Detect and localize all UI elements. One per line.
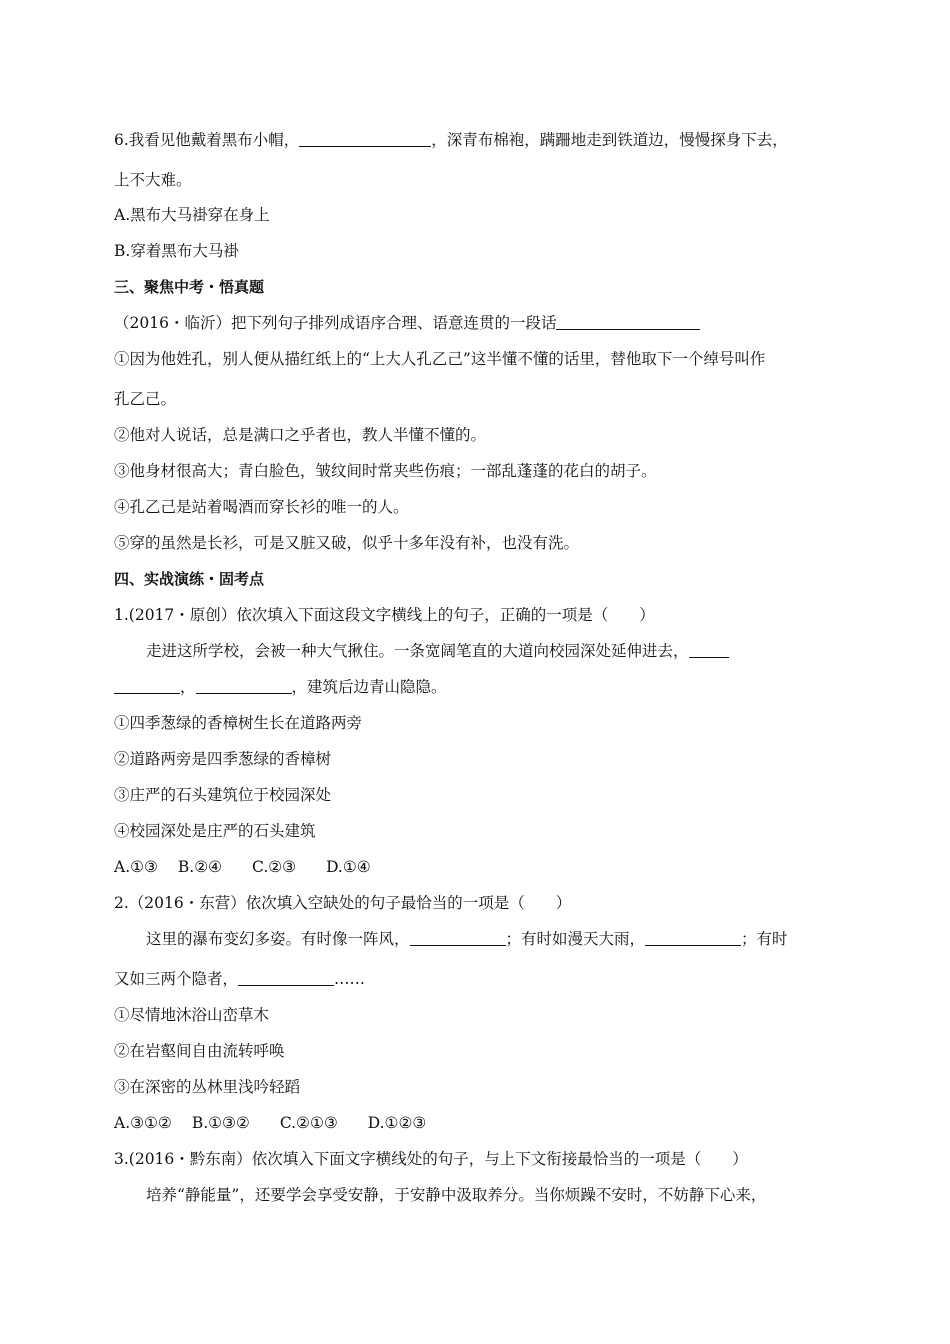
q2-passage-1a: 这里的瀑布变幻多姿。有时像一阵风， — [146, 930, 410, 948]
section-4-heading: 四、实战演练・固考点 — [114, 570, 265, 588]
q2-choices — [114, 1113, 426, 1133]
q6-text-b: ，深青布棉袍，蹒跚地走到铁道边，慢慢探身下去， — [431, 131, 788, 149]
q1-choices — [114, 857, 371, 877]
q1-option-2: ②道路两旁是四季葱绿的香樟树 — [114, 750, 332, 768]
q6-line-2: 上不大难。 — [114, 171, 192, 189]
section-3-sentence-4: ④孔乙己是站着喝酒而穿长衫的唯一的人。 — [114, 498, 409, 516]
q6-option-b: B.穿着黑布大马褂 — [114, 242, 239, 260]
q2-passage-2a: 又如三两个隐者， — [114, 970, 239, 988]
q6-line-1 — [114, 130, 788, 150]
q1-passage-1 — [146, 641, 729, 661]
q2-blank-3[interactable] — [238, 971, 334, 986]
q1-choice-d[interactable]: D.①④ — [326, 858, 371, 876]
q1-passage-2-text: ，建筑后边青山隐隐。 — [291, 678, 447, 696]
q2-choice-a[interactable]: A.③①② — [114, 1114, 172, 1132]
q2-passage-1c: ；有时 — [741, 930, 788, 948]
section-3-sentence-5: ⑤穿的虽然是长衫，可是又脏又破，似乎十多年没有补，也没有洗。 — [114, 534, 580, 552]
q2-choice-c[interactable]: C.②①③ — [279, 1114, 338, 1132]
section-3-answer-blank[interactable] — [556, 315, 700, 330]
q3-stem: 3.(2016・黔东南）依次填入下面文字横线处的句子，与上下文衔接最恰当的一项是（ ） — [114, 1150, 748, 1168]
section-3-sentence-1b: 孔乙己。 — [114, 390, 177, 408]
q2-option-1: ①尽情地沐浴山峦草木 — [114, 1006, 270, 1024]
q1-separator: ， — [180, 678, 196, 696]
q1-choice-a[interactable]: A.①③ — [114, 858, 158, 876]
q1-option-3: ③庄严的石头建筑位于校园深处 — [114, 786, 332, 804]
q1-choice-c[interactable]: C.②③ — [252, 858, 297, 876]
q2-ellipsis: …… — [334, 970, 366, 988]
q1-option-4: ④校园深处是庄严的石头建筑 — [114, 822, 316, 840]
section-3-prompt — [114, 313, 700, 333]
q6-text-a: 6.我看见他戴着黑布小帽， — [114, 131, 300, 149]
q1-blank-1-end[interactable] — [114, 679, 180, 694]
q2-stem: 2.（2016・东营）依次填入空缺处的句子最恰当的一项是（ ） — [114, 894, 572, 912]
q6-blank[interactable] — [299, 132, 431, 147]
q1-stem: 1.(2017・原创）依次填入下面这段文字横线上的句子，正确的一项是（ ） — [114, 606, 655, 624]
section-3-heading: 三、聚焦中考・悟真题 — [114, 278, 265, 296]
q1-passage-1-text: 走进这所学校，会被一种大气揪住。一条宽阔笔直的大道向校园深处延伸进去， — [146, 642, 689, 660]
q2-passage-1b: ；有时如漫天大雨， — [505, 930, 646, 948]
q2-choice-d[interactable]: D.①②③ — [367, 1114, 427, 1132]
q2-choice-b[interactable]: B.①③② — [191, 1114, 250, 1132]
q1-blank-1-start[interactable] — [689, 643, 729, 658]
q2-passage-2 — [114, 969, 365, 989]
q1-option-1: ①四季葱绿的香樟树生长在道路两旁 — [114, 714, 363, 732]
q2-option-3: ③在深密的丛林里浅吟轻蹈 — [114, 1078, 301, 1096]
section-3-sentence-2: ②他对人说话，总是满口之乎者也，教人半懂不懂的。 — [114, 426, 487, 444]
q2-passage-1 — [146, 929, 788, 949]
q2-blank-1[interactable] — [410, 931, 506, 946]
section-3-sentence-1a: ①因为他姓孔，别人便从描红纸上的“上大人孔乙己”这半懂不懂的话里，替他取下一个绰号叫作 — [114, 350, 766, 368]
q1-passage-2 — [114, 677, 447, 697]
q1-choice-b[interactable]: B.②④ — [177, 858, 223, 876]
section-3-prompt-text: （2016・临沂）把下列句子排列成语序合理、语意连贯的一段话 — [114, 314, 557, 332]
q2-blank-2[interactable] — [645, 931, 741, 946]
q2-option-2: ②在岩壑间自由流转呼唤 — [114, 1042, 285, 1060]
section-3-sentence-3: ③他身材很高大；青白脸色，皱纹间时常夹些伤痕；一部乱蓬蓬的花白的胡子。 — [114, 462, 657, 480]
q6-option-a: A.黑布大马褂穿在身上 — [114, 206, 270, 224]
q1-blank-2[interactable] — [196, 679, 292, 694]
q3-passage-1: 培养“静能量”，还要学会享受安静，于安静中汲取养分。当你烦躁不安时，不妨静下心来， — [146, 1186, 767, 1204]
